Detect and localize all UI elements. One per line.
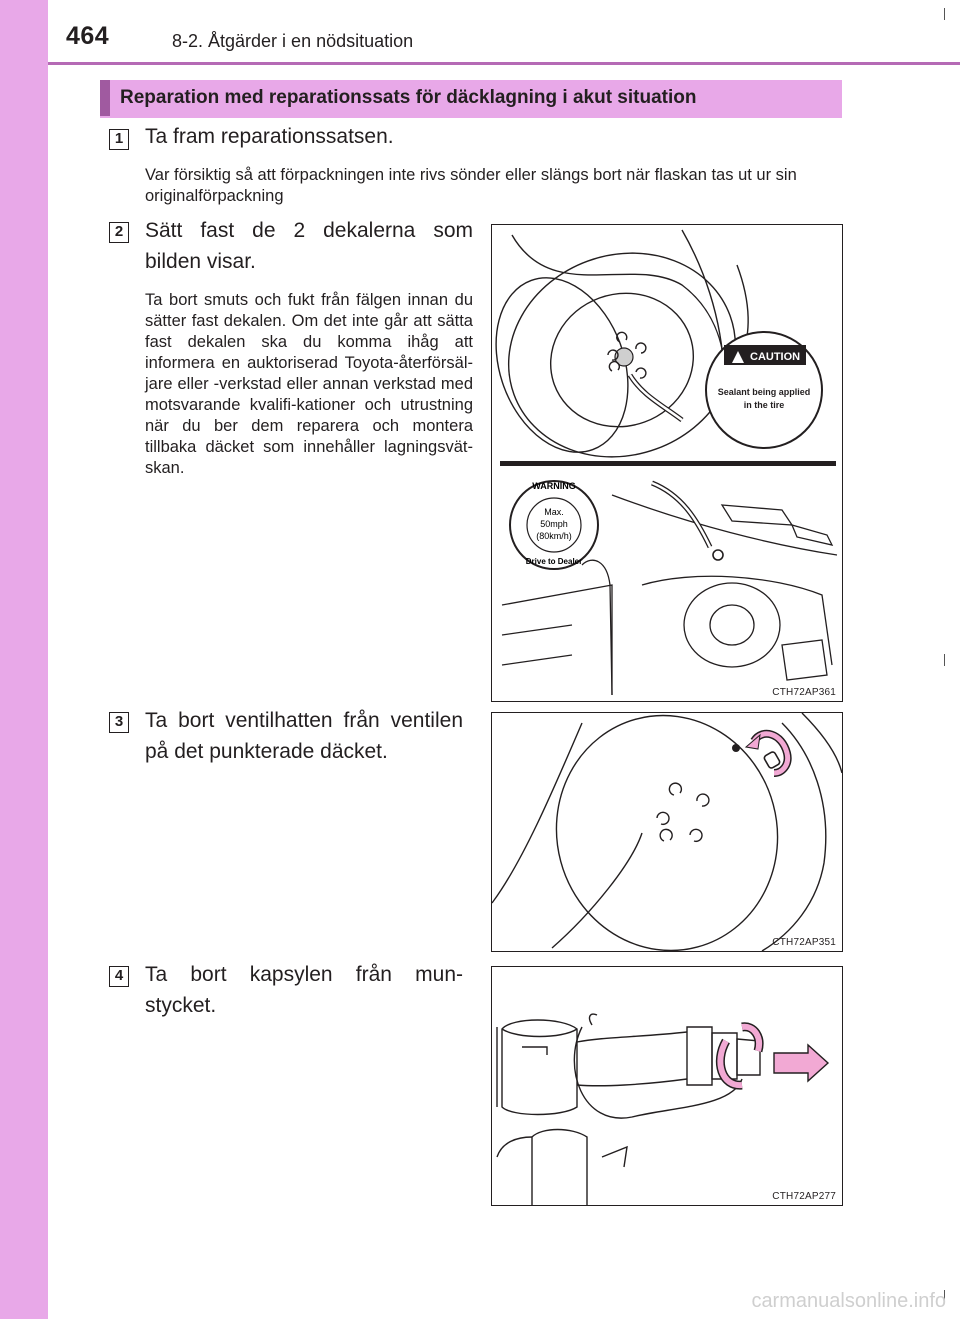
step-1-note: Var försiktig så att förpackningen inte rivs sönder eller slängs bort när flaskan tas ut ur sin originalförpackning — [145, 166, 797, 205]
figure-divider — [500, 461, 836, 466]
caution-sticker-line2: in the tire — [743, 400, 785, 410]
warning-sticker-top: WARNING — [532, 481, 576, 491]
figure-sticker-placement — [491, 224, 843, 702]
step-number-4: 4 — [109, 966, 129, 987]
caution-sticker-heading: CAUTION — [750, 351, 801, 363]
figure-valve-cap — [491, 712, 843, 952]
watermark: carmanualsonline.info — [751, 1290, 946, 1312]
page-number: 464 — [66, 22, 110, 50]
valve-cap-illustration — [492, 713, 843, 952]
warning-sticker-line3: (80km/h) — [536, 531, 572, 541]
warning-sticker-line1: Max. — [544, 507, 564, 517]
sticker-placement-illustration — [492, 225, 843, 702]
title-accent — [100, 80, 110, 116]
section-title-bar — [100, 80, 842, 116]
header-rule — [48, 62, 960, 65]
chapter-sidebar — [0, 0, 48, 1319]
warning-sticker-line2: 50mph — [540, 519, 568, 529]
figure-code: CTH72AP277 — [772, 1191, 836, 1202]
nozzle-cap-illustration — [492, 967, 843, 1206]
step-1-instruction: Ta fram reparationssatsen. — [145, 125, 394, 148]
figure-code: CTH72AP361 — [772, 687, 836, 698]
warning-sticker-bottom: Drive to Dealer — [525, 557, 583, 566]
figure-nozzle-cap — [491, 966, 843, 1206]
crop-mark — [944, 8, 945, 20]
crop-mark — [944, 654, 945, 666]
section-reference: 8-2. Åtgärder i en nödsituation — [172, 31, 414, 51]
step-3-instruction: Ta bort ventilhatten från ventilen på det punkterade däcket. — [145, 709, 463, 763]
step-2-instruction: Sätt fast de 2 dekalerna som bilden visar. — [145, 219, 473, 273]
title-rule — [100, 116, 842, 118]
figure-code: CTH72AP351 — [772, 937, 836, 948]
section-title: Reparation med reparationssats för däcklagning i akut situation — [120, 87, 697, 108]
caution-sticker-line1: Sealant being applied — [717, 387, 811, 397]
step-number-1: 1 — [109, 129, 129, 150]
step-4-instruction: Ta bort kapsylen från mun-stycket. — [145, 963, 463, 1017]
step-number-2: 2 — [109, 222, 129, 243]
step-2-note: Ta bort smuts och fukt från fälgen innan du sätter fast dekalen. Om det inte går att sätta fast dekalen ska du komma ihåg att informera en auktoriserad Toyota-återförsäl-jare eller -verkstad eller annan verkstad med motsvarande kvalifi-kationer och utrustning när du ber dem reparera och montera tillbaka däcket som innehåller lagningsvät-skan. — [145, 291, 473, 477]
step-number-3: 3 — [109, 712, 129, 733]
